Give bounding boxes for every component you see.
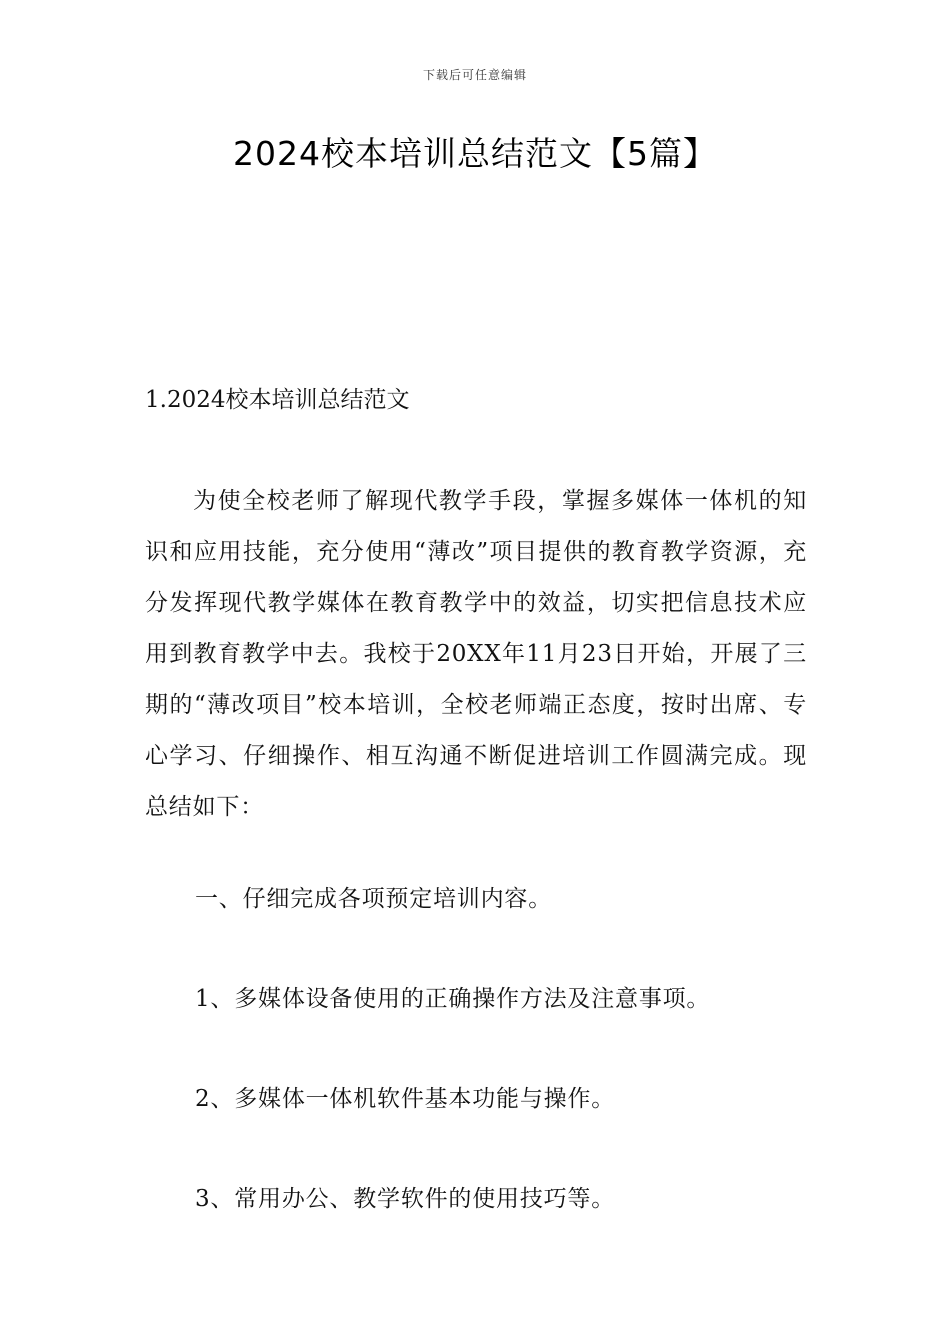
list-item: 2、多媒体一体机软件基本功能与操作。: [195, 1086, 616, 1112]
subheading: 一、仔细完成各项预定培训内容。: [195, 886, 552, 912]
section-heading: 1.2024校本培训总结范文: [145, 387, 410, 413]
document-title: 2024校本培训总结范文【5篇】: [233, 134, 717, 173]
list-item: 3、常用办公、教学软件的使用技巧等。: [195, 1186, 616, 1212]
body-paragraph: 为使全校老师了解现代教学手段，掌握多媒体一体机的知识和应用技能，充分使用“薄改”项目提供的教育教学资源，充分发挥现代教学媒体在教育教学中的效益，切实把信息技术应用到教育教学中去。我校于20XX年11月23日开始，开展了三期的“薄改项目”校本培训，全校老师端正态度，按时出席、专心学习、仔细操作、相互沟通不断促进培训工作圆满完成。现总结如下：: [145, 488, 807, 820]
header-note: 下载后可任意编辑: [422, 68, 527, 82]
list-item: 1、多媒体设备使用的正确操作方法及注意事项。: [195, 986, 711, 1012]
